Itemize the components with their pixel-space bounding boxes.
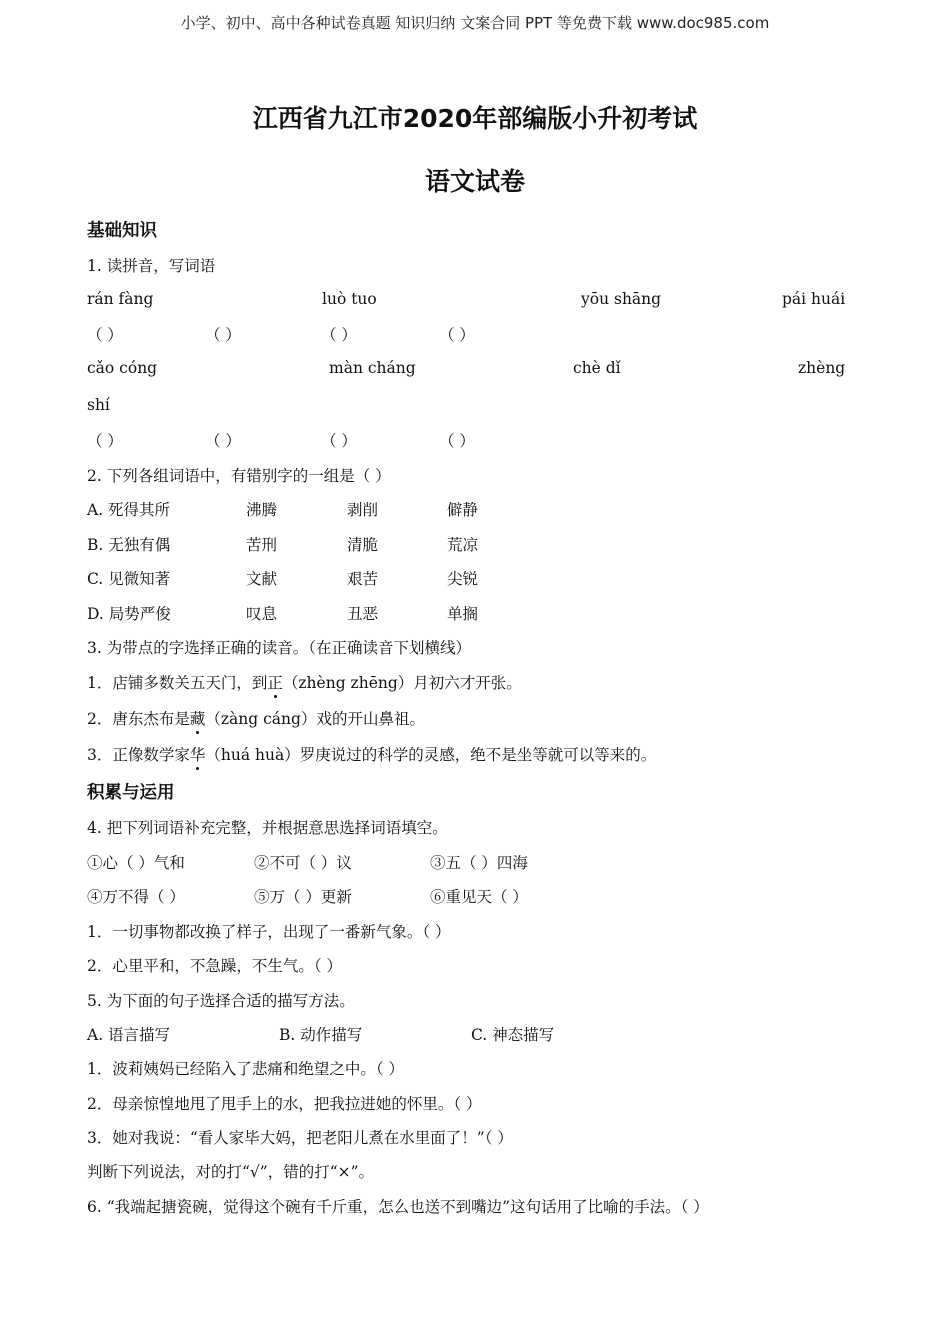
option-c[interactable]: C. 神态描写 <box>471 1026 555 1044</box>
answer-blank[interactable]: （ ） <box>87 432 123 450</box>
answer-blank[interactable]: （ ） <box>439 326 475 344</box>
dotted-character: 华 <box>190 743 206 765</box>
question-5-sentence-2: 2．母亲惊惶地甩了甩手上的水，把我拉进她的怀里。（ ） <box>87 1095 482 1113</box>
idiom-fill[interactable]: ①心（ ）气和 <box>87 854 185 872</box>
question-2-label: 2. 下列各组词语中，有错别字的一组是（ ） <box>87 467 391 485</box>
option-word: 剥削 <box>347 501 379 519</box>
question-4-sentence-2: 2．心里平和，不急躁，不生气。（ ） <box>87 957 343 975</box>
question-1-label: 1. 读拼音，写词语 <box>87 257 216 275</box>
option-word: 尖锐 <box>447 570 479 588</box>
pinyin-item: pái huái <box>782 290 846 308</box>
idiom-fill[interactable]: ②不可（ ）议 <box>254 854 352 872</box>
sentence-text: 3．正像数学家 <box>87 746 190 764</box>
pinyin-item: màn cháng <box>329 359 416 377</box>
exam-subtitle: 语文试卷 <box>424 167 525 196</box>
option-word: 艰苦 <box>347 570 379 588</box>
page-header: 小学、初中、高中各种试卷真题 知识归纳 文案合同 PPT 等免费下载 www.doc985.com <box>180 14 770 32</box>
section-heading-basics: 基础知识 <box>87 221 157 241</box>
answer-blank[interactable]: （ ） <box>205 432 241 450</box>
option-b[interactable]: B. 无独有偶 <box>87 536 171 554</box>
answer-blank[interactable]: （ ） <box>439 432 475 450</box>
question-4-sentence-1: 1．一切事物都改换了样子，出现了一番新气象。（ ） <box>87 923 451 941</box>
answer-blank[interactable]: （ ） <box>321 326 357 344</box>
option-word: 苦刑 <box>246 536 278 554</box>
question-3-label: 3. 为带点的字选择正确的读音。（在正确读音下划横线） <box>87 639 471 657</box>
option-word: 文献 <box>246 570 278 588</box>
answer-blank[interactable]: （ ） <box>87 326 123 344</box>
option-word: 沸腾 <box>246 501 278 519</box>
pinyin-item: zhèng <box>798 359 846 377</box>
question-5-label: 5. 为下面的句子选择合适的描写方法。 <box>87 992 355 1010</box>
option-word: 丑恶 <box>347 605 379 623</box>
section-heading-accumulation: 积累与运用 <box>87 783 175 803</box>
idiom-fill[interactable]: ④万不得（ ） <box>87 888 185 906</box>
option-c[interactable]: C. 见微知著 <box>87 570 171 588</box>
question-5-sentence-3: 3．她对我说：“看人家毕大妈，把老阳儿煮在水里面了！”（ ） <box>87 1129 513 1147</box>
idiom-fill[interactable]: ⑤万（ ）更新 <box>254 888 352 906</box>
judge-instruction: 判断下列说法，对的打“√”，错的打“×”。 <box>87 1163 375 1181</box>
question-3-sentence-1 <box>87 671 522 693</box>
dotted-character: 正 <box>267 671 283 693</box>
option-b[interactable]: B. 动作描写 <box>279 1026 363 1044</box>
pinyin-item: luò tuo <box>322 290 377 308</box>
answer-blank[interactable]: （ ） <box>205 326 241 344</box>
option-word: 清脆 <box>347 536 379 554</box>
option-a[interactable]: A. 语言描写 <box>87 1026 171 1044</box>
option-word: 叹息 <box>246 605 278 623</box>
option-a[interactable]: A. 死得其所 <box>87 501 171 519</box>
option-word: 荒凉 <box>447 536 479 554</box>
question-6: 6. “我端起搪瓷碗，觉得这个碗有千斤重，怎么也送不到嘴边”这句话用了比喻的手法。（ ） <box>87 1198 709 1216</box>
question-5-sentence-1: 1．波莉姨妈已经陷入了悲痛和绝望之中。（ ） <box>87 1060 405 1078</box>
idiom-fill[interactable]: ③五（ ）四海 <box>430 854 528 872</box>
option-d[interactable]: D. 局势严俊 <box>87 605 171 623</box>
pinyin-item: cǎo cóng <box>87 359 158 377</box>
option-word: 单搁 <box>447 605 479 623</box>
dotted-character: 藏 <box>190 707 206 729</box>
sentence-text: （zhèng zhēng）月初六才开张。 <box>282 674 522 692</box>
pinyin-item-continued: shí <box>87 396 110 414</box>
question-4-label: 4. 把下列词语补充完整，并根据意思选择词语填空。 <box>87 819 448 837</box>
sentence-text: （zàng cáng）戏的开山鼻祖。 <box>205 710 425 728</box>
question-3-sentence-3 <box>87 743 656 765</box>
sentence-text: 1．店铺多数关五天门，到 <box>87 674 268 692</box>
question-3-sentence-2 <box>87 707 425 729</box>
pinyin-item: rán fàng <box>87 290 154 308</box>
pinyin-item: yōu shāng <box>581 290 662 308</box>
option-word: 僻静 <box>447 501 479 519</box>
answer-blank[interactable]: （ ） <box>321 432 357 450</box>
sentence-text: （huá huà）罗庚说过的科学的灵感，绝不是坐等就可以等来的。 <box>205 746 657 764</box>
idiom-fill[interactable]: ⑥重见天（ ） <box>430 888 528 906</box>
exam-title: 江西省九江市2020年部编版小升初考试 <box>252 104 698 133</box>
pinyin-item: chè dǐ <box>573 359 621 377</box>
sentence-text: 2．唐东杰布是 <box>87 710 190 728</box>
